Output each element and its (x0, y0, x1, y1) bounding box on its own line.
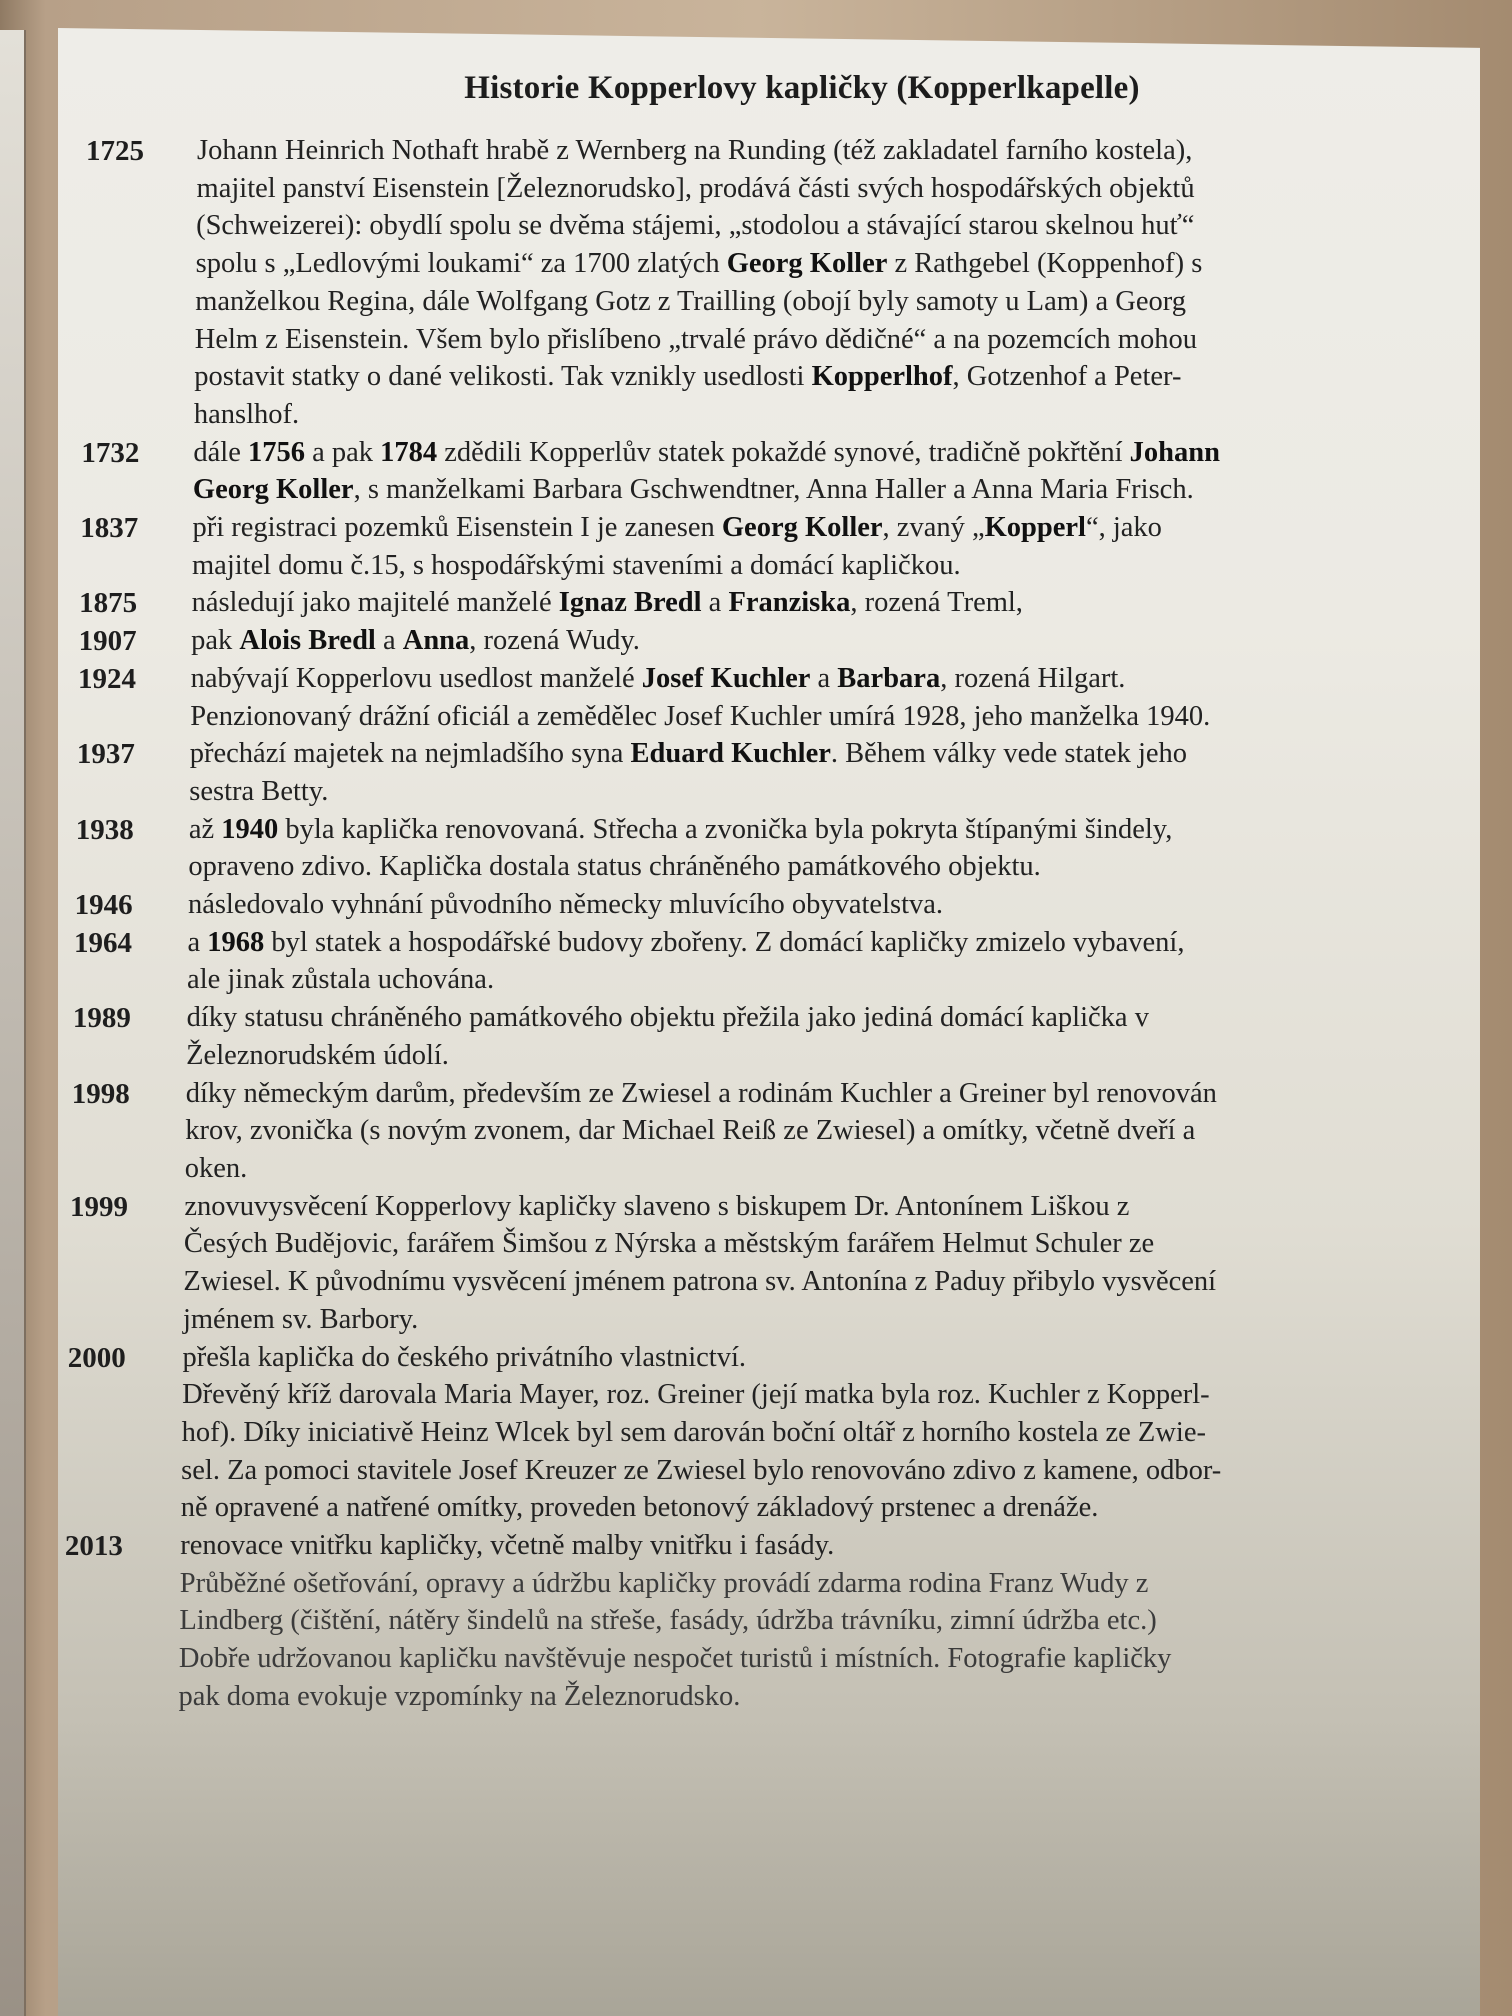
entry-text-line: při registraci pozemků Eisenstein I je zanesen Georg Koller, zvaný „Kopperl“, jako (192, 512, 1162, 544)
entry-text-line: znovuvysvěcení Kopperlovy kapličky slaveno s biskupem Dr. Antonínem Liškou z (184, 1190, 1130, 1222)
entry-year: 2013 (64, 1530, 123, 1563)
timeline-entry (0, 924, 1512, 999)
entry-text-line: dále 1756 a pak 1784 zdědili Kopperlův statek pokaždé synové, tradičně pokřtění Johann (193, 436, 1220, 468)
entry-text-line: až 1940 byla kaplička renovovaná. Střecha a zvonička byla pokryta štípanými šindely, (188, 813, 1173, 845)
timeline-entry (0, 1188, 1512, 1339)
timeline-entry (0, 1339, 1512, 1528)
entry-text-line: opraveno zdivo. Kaplička dostala status chráněného památkového objektu. (188, 851, 1041, 883)
timeline-entry (0, 735, 1512, 810)
entry-year: 1875 (79, 587, 138, 620)
entry-text-line: manželkou Regina, dále Wolfgang Gotz z Trailling (obojí byly samoty u Lam) a Georg (195, 285, 1186, 317)
entry-text-line: majitel domu č.15, s hospodářskými staveními a domácí kapličkou. (192, 549, 961, 581)
entry-text-line: Lindberg (čištění, nátěry šindelů na střeše, fasády, údržba trávníku, zimní údržba etc.) (179, 1605, 1157, 1637)
entry-text-line: ale jinak zůstala uchována. (187, 964, 495, 996)
timeline-entry (0, 1527, 1512, 1716)
entry-text-line: spolu s „Ledlovými loukami“ za 1700 zlatých Georg Koller z Rathgebel (Koppenhof) s (195, 248, 1203, 280)
history-timeline (0, 132, 1512, 1716)
timeline-entry (0, 999, 1512, 1074)
entry-year: 2000 (67, 1341, 126, 1374)
entry-year: 1837 (80, 512, 139, 545)
timeline-entry (0, 1075, 1512, 1188)
entry-text-line: Železnorudském údolí. (186, 1039, 449, 1071)
entry-text-line: jménem sv. Barbory. (182, 1303, 419, 1335)
entry-text-line: Zwiesel. K původnímu vysvěcení jménem patrona sv. Antonína z Paduy přibylo vysvěcení (183, 1266, 1217, 1298)
entry-text-line: Penzionovaný drážní oficiál a zemědělec Josef Kuchler umírá 1928, jeho manželka 1940. (190, 700, 1211, 732)
entry-year: 1725 (86, 135, 144, 167)
entry-text-line: Georg Koller, s manželkami Barbara Gschwendtner, Anna Haller a Anna Maria Frisch. (192, 474, 1194, 506)
entry-text-line: sestra Betty. (189, 775, 329, 807)
entry-text-line: díky německým darům, především ze Zwiesel a rodinám Kuchler a Greiner byl renovován (185, 1077, 1217, 1109)
entry-text-line: Helm z Eisenstein. Všem bylo přislíbeno „trvalé právo dědičné“ a na pozemcích mohou (194, 323, 1197, 355)
entry-year: 1946 (74, 889, 133, 922)
timeline-entry (0, 584, 1512, 622)
entry-text-line: ně opravené a natřené omítky, proveden betonový základový prstenec a drenáže. (180, 1492, 1099, 1524)
entry-year: 1989 (72, 1002, 131, 1035)
timeline-entry (0, 509, 1512, 584)
entry-text-line: renovace vnitřku kapličky, včetně malby vnitřku i fasády. (180, 1530, 835, 1562)
entry-text-line: přešla kaplička do českého privátního vlastnictví. (182, 1341, 747, 1373)
entry-text-line: přechází majetek na nejmladšího syna Eduard Kuchler. Během války vede statek jeho (189, 738, 1188, 770)
entry-text-line: Průběžné ošetřování, opravy a údržbu kapličky provádí zdarma rodina Franz Wudy z (179, 1567, 1149, 1599)
entry-year: 1924 (78, 662, 136, 695)
timeline-entry (0, 132, 1512, 434)
timeline-entry (0, 811, 1512, 886)
timeline-entry (0, 434, 1512, 509)
entry-text-line: sel. Za pomoci stavitele Josef Kreuzer ze Zwiesel bylo renovováno zdivo z kamene, odbor- (181, 1454, 1222, 1486)
entry-text-line: pak Alois Bredl a Anna, rozená Wudy. (191, 625, 640, 657)
entry-text-line: krov, zvonička (s novým zvonem, dar Michael Reiß ze Zwiesel) a omítky, včetně dveří a (185, 1115, 1196, 1147)
entry-text-line: následují jako majitelé manželé Ignaz Bredl a Franziska, rozená Treml, (191, 587, 1023, 619)
page-title: Historie Kopperlovy kapličky (Kopperlkapelle) (464, 70, 1140, 106)
entry-text-line: Česých Budějovic, farářem Šimšou z Nýrska a městským farářem Helmut Schuler ze (183, 1228, 1155, 1260)
entry-text-line: oken. (184, 1152, 248, 1184)
entry-text-line: následovalo vyhnání původního německy mluvícího obyvatelstva. (187, 889, 944, 921)
entry-text-line: hof). Díky iniciativě Heinz Wlcek byl sem darován boční oltář z horního kostela ze Zwie- (181, 1416, 1206, 1448)
entry-text-line: a 1968 byl statek a hospodářské budovy zbořeny. Z domácí kapličky zmizelo vybavení, (187, 926, 1185, 958)
entry-text-line: postavit statky o dané velikosti. Tak vznikly usedlosti Kopperlhof, Gotzenhof a Peter- (194, 361, 1182, 393)
timeline-entry (0, 660, 1512, 735)
entry-year: 1937 (76, 738, 135, 771)
entry-text-line: pak doma evokuje vzpomínky na Železnorudsko. (178, 1680, 741, 1712)
entry-text-line: majitel panství Eisenstein [Železnorudsko], prodává části svých hospodářských objektů (196, 172, 1195, 204)
entry-year: 1998 (71, 1077, 130, 1110)
entry-year: 1999 (70, 1190, 128, 1223)
entry-text-line: (Schweizerei): obydlí spolu se dvěma stájemi, „stodolou a stávající starou skelnou huť“ (196, 210, 1195, 242)
entry-year: 1964 (74, 926, 132, 959)
entry-text-line: Dobře udržovanou kapličku navštěvuje nespočet turistů i místních. Fotografie kapličky (178, 1643, 1172, 1675)
timeline-entry (0, 886, 1512, 924)
timeline-entry (0, 622, 1512, 660)
entry-text-line: hanslhof. (193, 398, 300, 430)
entry-year: 1907 (78, 625, 137, 658)
entry-text-line: Dřevěný kříž darovala Maria Mayer, roz. Greiner (její matka byla roz. Kuchler z Kopperl- (182, 1379, 1210, 1411)
entry-year: 1938 (75, 813, 134, 846)
entry-year: 1732 (81, 436, 140, 469)
entry-text-line: díky statusu chráněného památkového objektu přežila jako jediná domácí kaplička v (186, 1002, 1149, 1034)
entry-text-line: nabývají Kopperlovu usedlost manželé Josef Kuchler a Barbara, rozená Hilgart. (190, 662, 1126, 694)
entry-text-line: Johann Heinrich Nothaft hrabě z Wernberg na Runding (též zakladatel farního kostela), (197, 135, 1193, 166)
